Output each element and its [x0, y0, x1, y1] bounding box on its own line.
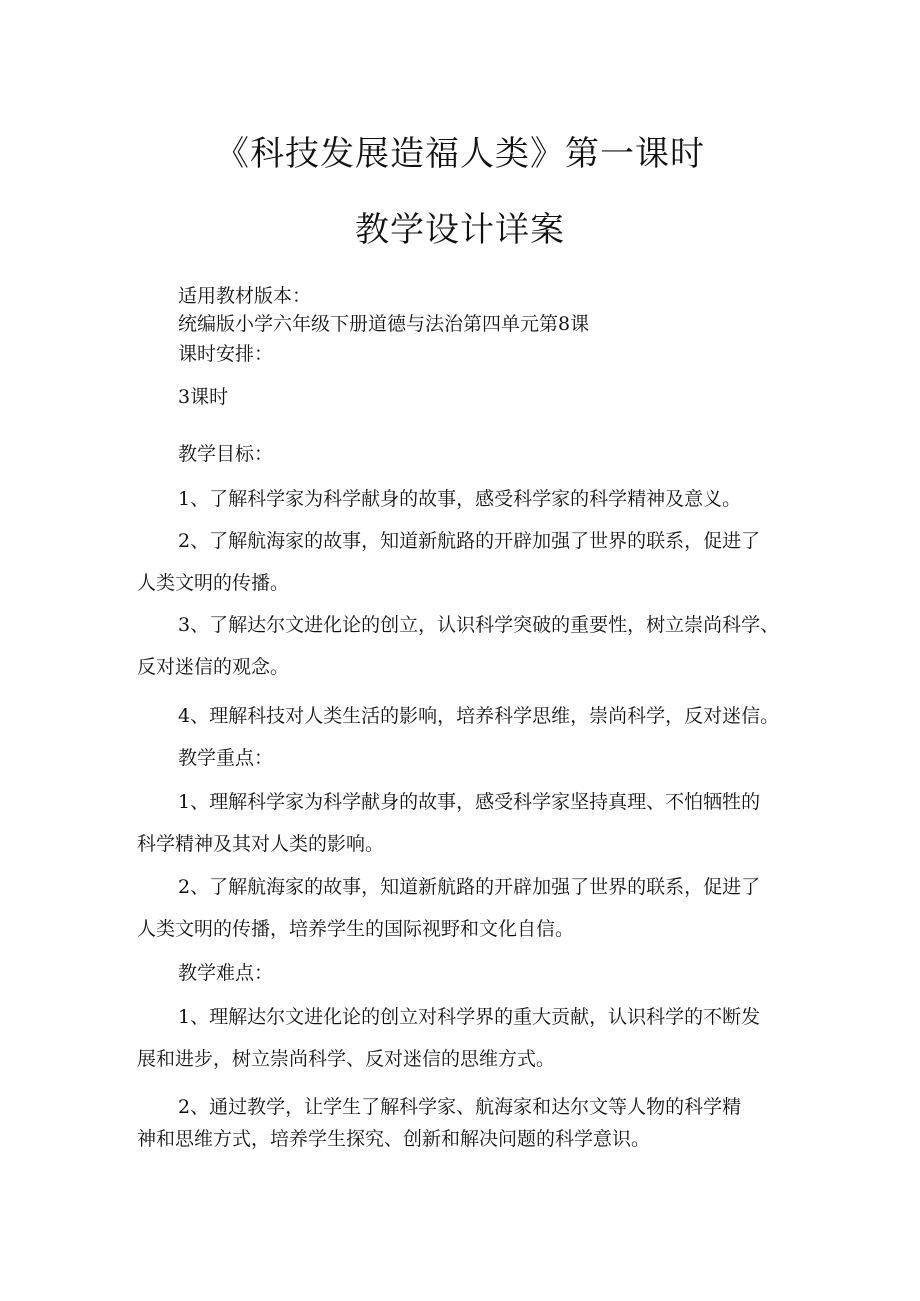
difficulties-heading: 教学难点：	[178, 962, 274, 984]
schedule-label: 课时安排：	[178, 343, 274, 365]
textbook-value: 统编版小学六年级下册道德与法治第四单元第8课	[178, 313, 590, 335]
textbook-label: 适用教材版本：	[178, 285, 312, 307]
objectives-heading: 教学目标：	[178, 443, 274, 465]
difficulty-item-2-line-2: 神和思维方式，培养学生探究、创新和解决问题的科学意识。	[137, 1128, 651, 1150]
key-point-item-2-line-1: 2、了解航海家的故事，知道新航路的开辟加强了世界的联系，促进了	[178, 876, 761, 898]
schedule-value: 3课时	[178, 386, 229, 408]
difficulty-item-1-line-2: 展和进步，树立崇尚科学、反对迷信的思维方式。	[137, 1048, 556, 1070]
objective-item-3-line-2: 反对迷信的观念。	[137, 656, 290, 678]
objective-item-4: 4、理解科技对人类生活的影响，培养科学思维，崇尚科学，反对迷信。	[178, 705, 780, 727]
document-title-line1: 《科技发展造福人类》第一课时	[215, 134, 705, 174]
objective-item-3-line-1: 3、了解达尔文进化论的创立，认识科学突破的重要性，树立崇尚科学、	[178, 614, 780, 636]
key-point-item-1-line-1: 1、理解科学家为科学献身的故事，感受科学家坚持真理、不怕牺牲的	[178, 791, 761, 813]
key-point-item-1-line-2: 科学精神及其对人类的影响。	[137, 833, 385, 855]
key-points-heading: 教学重点：	[178, 747, 274, 769]
objective-item-1: 1、了解科学家为科学献身的故事，感受科学家的科学精神及意义。	[178, 488, 742, 510]
objective-item-2-line-2: 人类文明的传播。	[137, 572, 290, 594]
key-point-item-2-line-2: 人类文明的传播，培养学生的国际视野和文化自信。	[137, 918, 575, 940]
difficulty-item-2-line-1: 2、通过教学，让学生了解科学家、航海家和达尔文等人物的科学精	[178, 1096, 742, 1118]
document-title-line2: 教学设计详案	[355, 210, 565, 250]
difficulty-item-1-line-1: 1、理解达尔文进化论的创立对科学界的重大贡献，认识科学的不断发	[178, 1006, 761, 1028]
objective-item-2-line-1: 2、了解航海家的故事，知道新航路的开辟加强了世界的联系，促进了	[178, 530, 761, 552]
